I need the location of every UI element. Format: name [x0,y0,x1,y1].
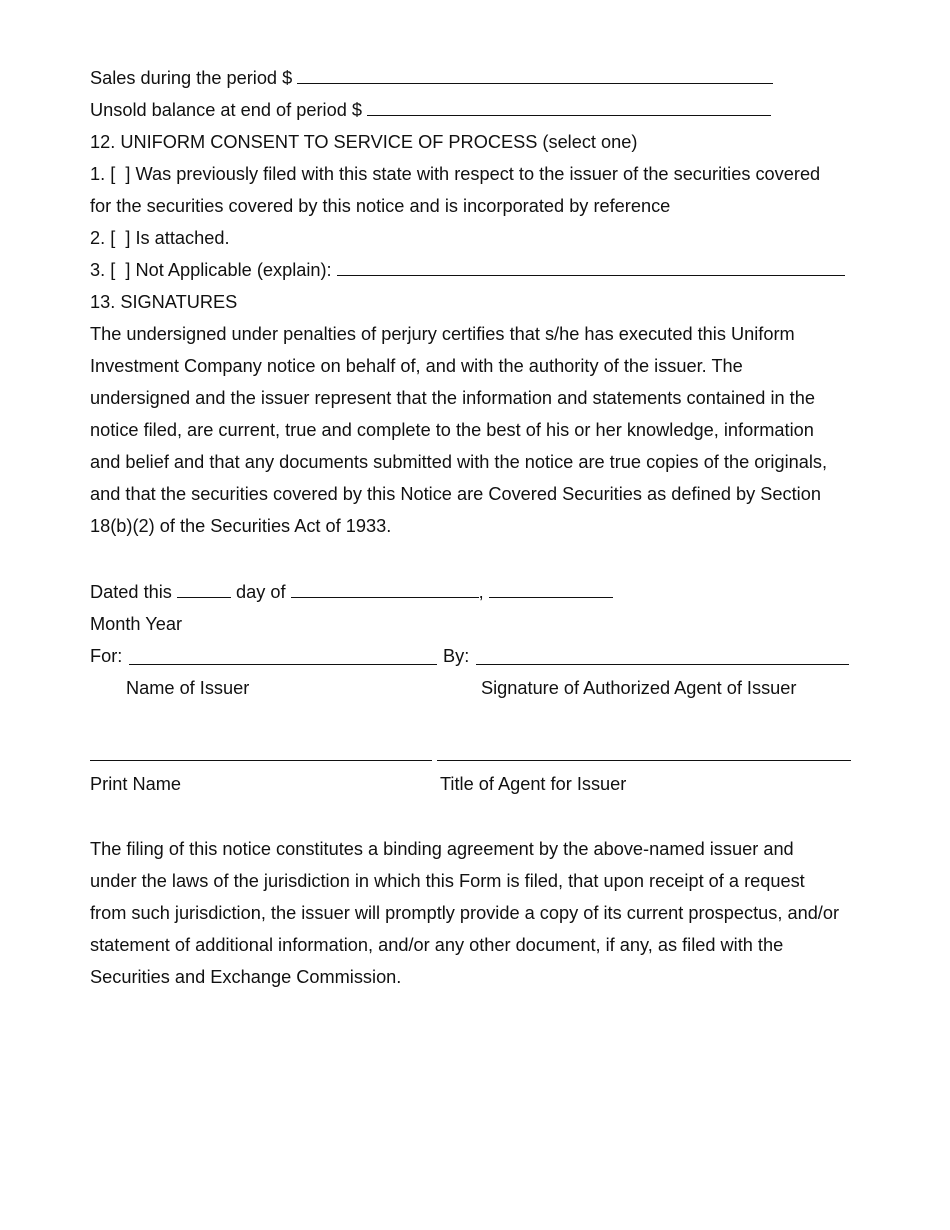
closing-para-line: statement of additional information, and/or any other document, if any, as filed with the [90,935,784,955]
section-12-heading: 12. UNIFORM CONSENT TO SERVICE OF PROCESS (select one) [90,132,638,152]
date-comma: , [478,582,484,602]
section-13-heading: 13. SIGNATURES [90,292,238,312]
print-name-caption: Print Name [90,774,181,794]
day-of-label: day of [236,582,286,602]
signatures-para-line: The undersigned under penalties of perjury certifies that s/he has executed this Uniform [90,324,795,344]
agent-title-field[interactable] [437,760,851,761]
unsold-line [90,99,771,121]
consent-option-1-line-2: for the securities covered by this notice and is incorporated by reference [90,196,671,216]
day-field[interactable] [177,581,231,598]
month-field[interactable] [291,581,479,598]
title-caption: Title of Agent for Issuer [440,774,627,794]
signatures-para-line: and that the securities covered by this Notice are Covered Securities as defined by Section [90,484,821,504]
issuer-name-field[interactable] [129,664,437,665]
unsold-label: Unsold balance at end of period $ [90,100,362,120]
signatures-para-line: Investment Company notice on behalf of, and with the authority of the issuer. The [90,356,743,376]
month-year-caption: Month Year [90,614,183,634]
print-name-field[interactable] [90,760,432,761]
year-field[interactable] [489,581,613,598]
agent-signature-field[interactable] [476,664,849,665]
sales-label: Sales during the period $ [90,68,293,88]
for-label: For: [90,646,123,666]
dated-prefix: Dated this [90,582,172,602]
closing-para-line: The filing of this notice constitutes a binding agreement by the above-named issuer and [90,839,794,859]
unsold-amount-field[interactable] [367,99,771,116]
consent-option-3-line [90,259,845,281]
signatures-para-line: notice filed, are current, true and complete to the best of his or her knowledge, information [90,420,814,440]
explain-field[interactable] [337,259,845,276]
signatures-para-line: undersigned and the issuer represent that the information and statements contained in the [90,388,815,408]
consent-option-3[interactable]: 3. [ ] Not Applicable (explain): [90,260,332,280]
sales-amount-field[interactable] [297,67,773,84]
by-label: By: [443,646,470,666]
closing-para-line: from such jurisdiction, the issuer will promptly provide a copy of its current prospectus, and/or [90,903,840,923]
consent-option-2[interactable]: 2. [ ] Is attached. [90,228,230,248]
signatures-para-line: and belief and that any documents submitted with the notice are true copies of the originals, [90,452,828,472]
consent-option-1-line-1[interactable]: 1. [ ] Was previously filed with this state with respect to the issuer of the securities covered [90,164,821,184]
sales-line [90,67,773,89]
signatures-para-line: 18(b)(2) of the Securities Act of 1933. [90,516,392,536]
dated-line [90,581,613,603]
closing-para-line: Securities and Exchange Commission. [90,967,402,987]
closing-para-line: under the laws of the jurisdiction in which this Form is filed, that upon receipt of a request [90,871,805,891]
signature-caption: Signature of Authorized Agent of Issuer [481,678,797,698]
name-of-issuer-caption: Name of Issuer [126,678,250,698]
